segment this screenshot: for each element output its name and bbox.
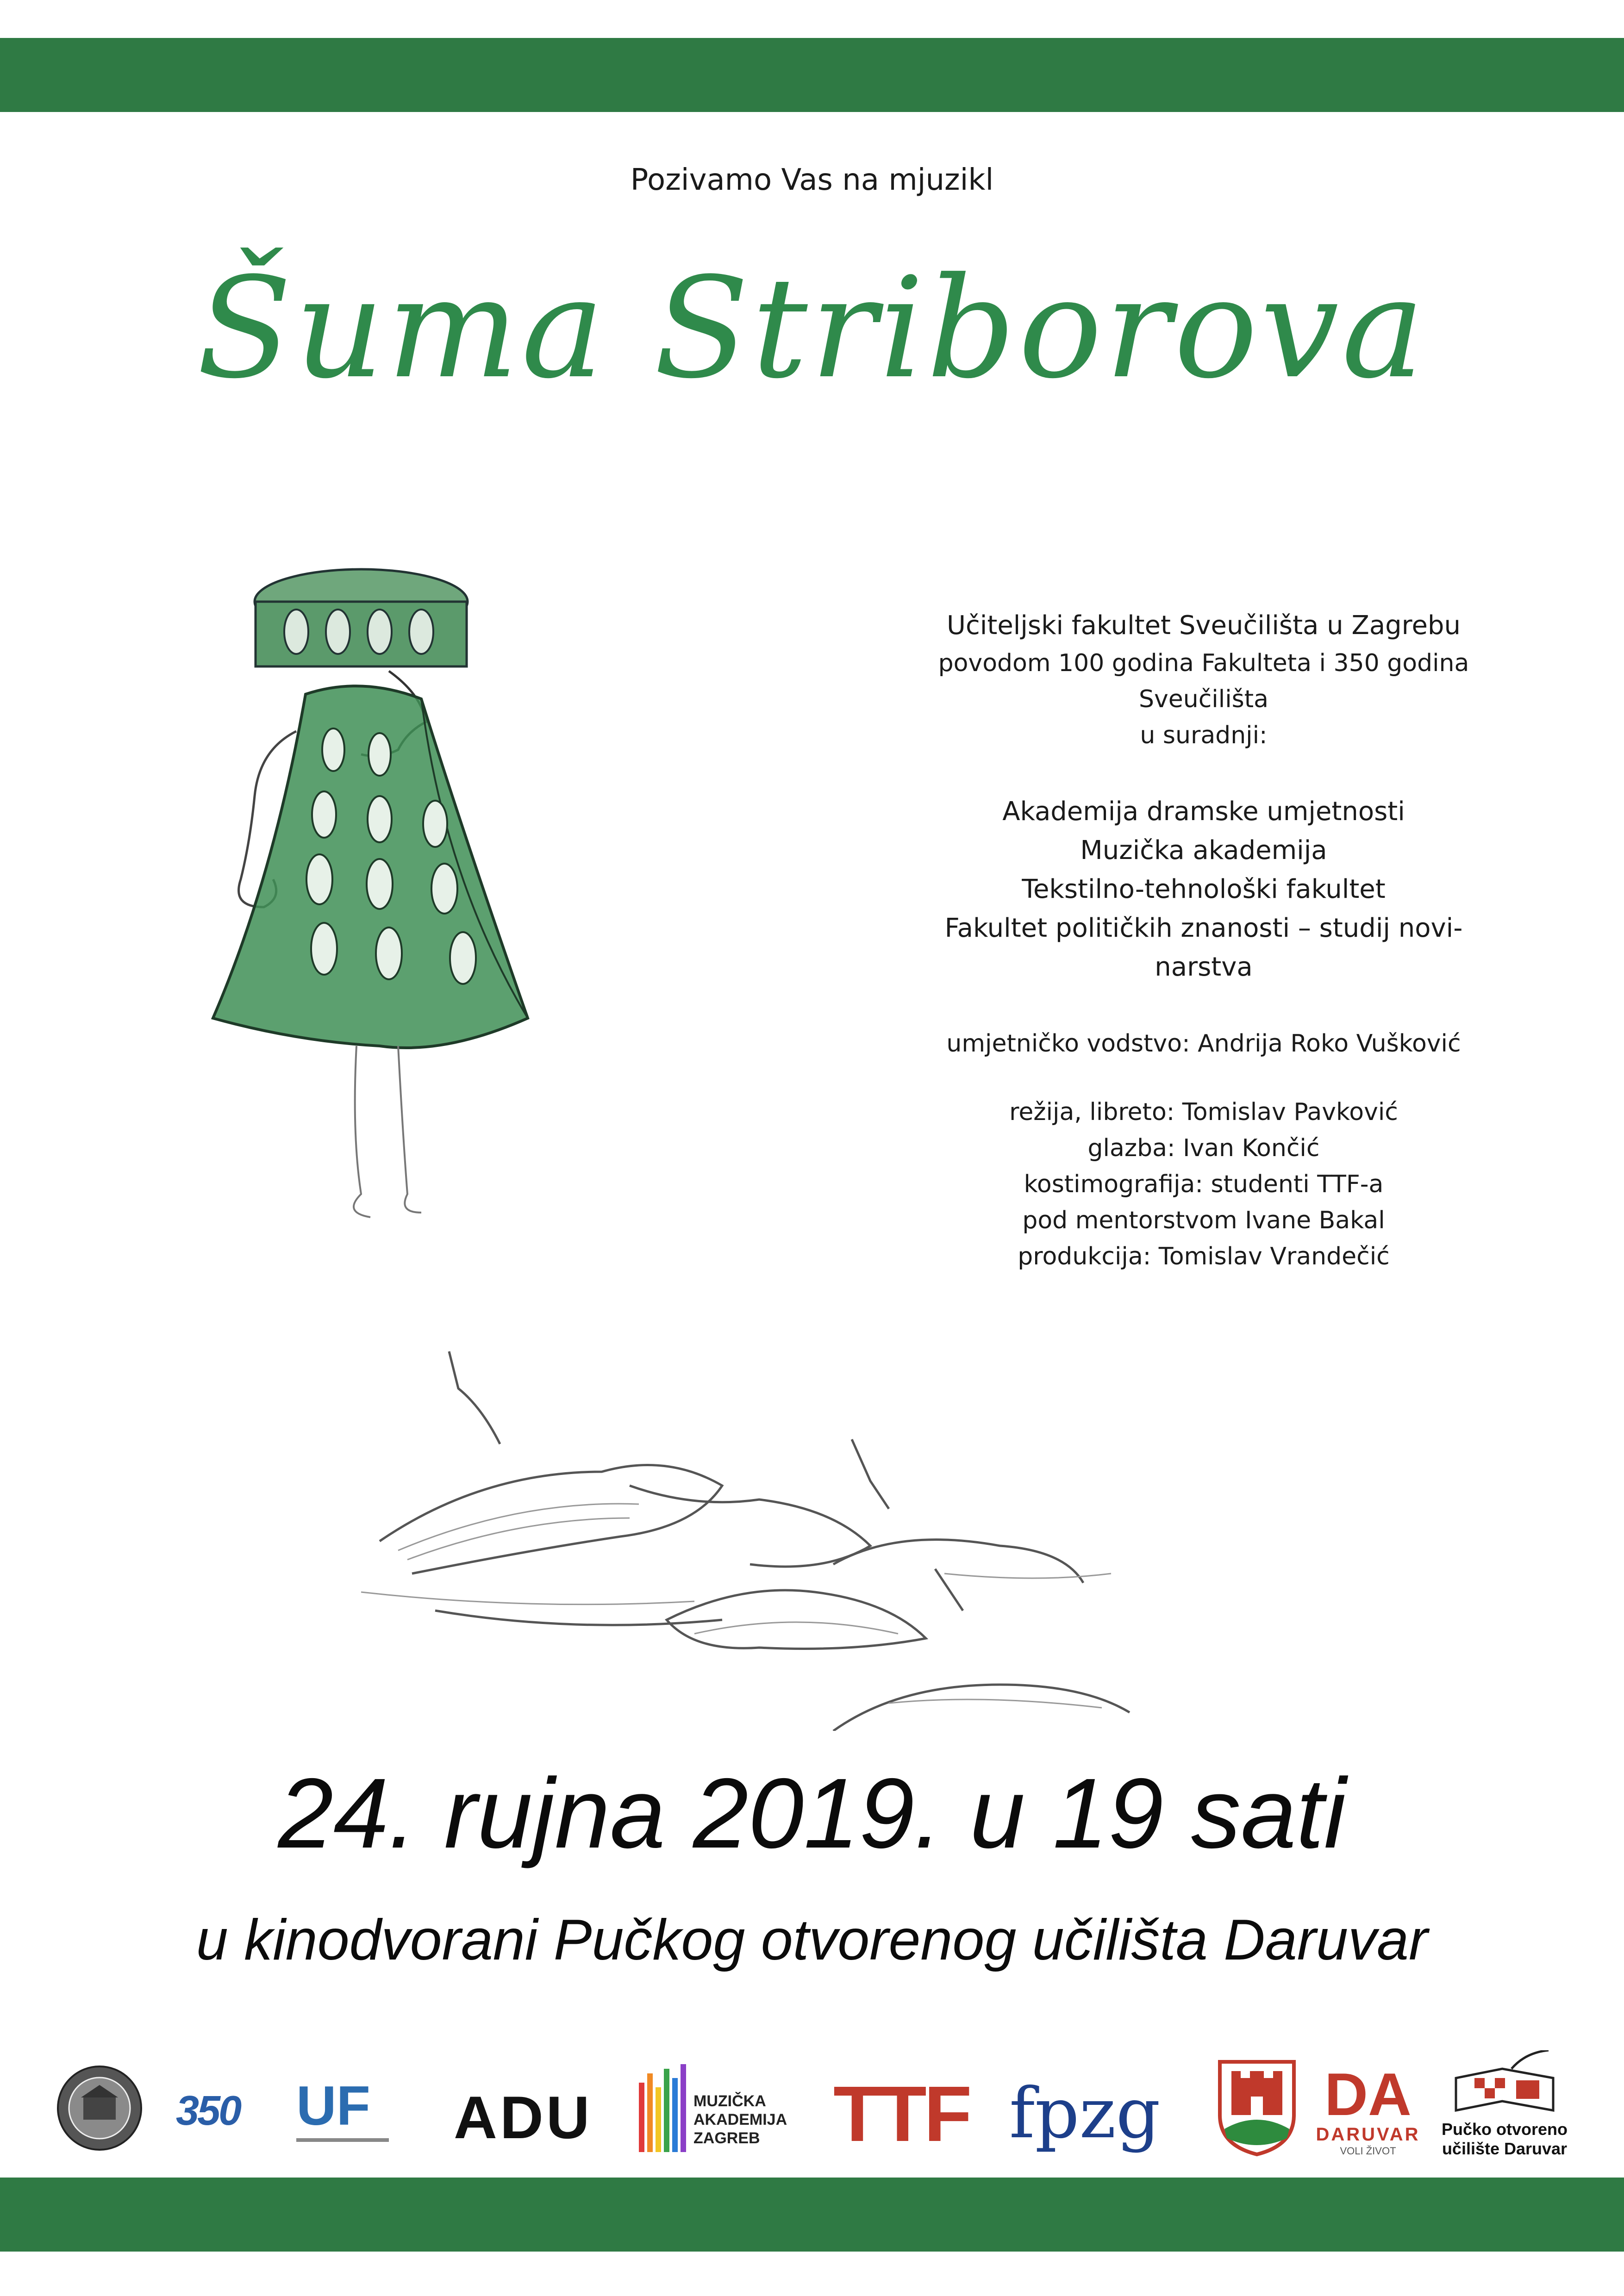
daruvar-coat-of-arms-logo <box>1218 2060 1296 2157</box>
credits-block <box>880 606 1528 1275</box>
ttf-logo: TTF <box>833 2070 969 2158</box>
invitation-line: Pozivamo Vas na mjuzikl <box>630 163 994 197</box>
team-item: produkcija: Tomislav Vrandečić <box>1018 1243 1390 1270</box>
fpzg-logo: fpzg <box>1009 2073 1161 2154</box>
ufzg-logo: UF <box>296 2078 398 2147</box>
credits-occasion-line: Sveučilišta <box>1138 685 1268 713</box>
top-green-band <box>0 38 1624 112</box>
team-item: pod mentorstvom Ivane Bakal <box>1022 1207 1385 1234</box>
credits-collaboration-label: u suradnji: <box>1140 722 1268 749</box>
anniversary-350-logo: 350 <box>176 2088 240 2134</box>
partner-item: Tekstilno-tehnološki fakultet <box>1022 874 1386 904</box>
credits-occasion-line: povodom 100 godina Fakulteta i 350 godina <box>938 649 1469 677</box>
stones-pencil-sketch <box>343 1333 1268 1731</box>
team-item: glazba: Ivan Končić <box>1087 1134 1320 1162</box>
team-item: režija, libreto: Tomislav Pavković <box>1009 1098 1398 1126</box>
partner-item: Fakultet političkih znanosti – studij novi- <box>944 913 1463 943</box>
muzicka-akademija-logo: MUZIČKA AKADEMIJA ZAGREB <box>639 2064 792 2157</box>
daruvar-town-logo: DA DARUVAR VOLI ŽIVOT <box>1316 2060 1420 2157</box>
event-date-time: 24. rujna 2019. u 19 sati <box>278 1757 1346 1869</box>
team-item: kostimografija: studenti TTF-a <box>1024 1170 1384 1198</box>
adu-logo: ADU <box>454 2084 593 2151</box>
bottom-green-band <box>0 2178 1624 2252</box>
partner-item: narstva <box>1155 952 1253 982</box>
costume-sketch-illustration <box>204 555 713 1296</box>
artistic-direction: umjetničko vodstvo: Andrija Roko Vušković <box>946 1030 1461 1058</box>
credits-faculty-line: Učiteljski fakultet Sveučilišta u Zagrebu <box>947 610 1461 641</box>
partner-item: Muzička akademija <box>1080 835 1327 865</box>
pucko-otvoreno-uciliste-logo: Pučko otvoreno učilište Daruvar <box>1435 2050 1574 2161</box>
logo-row <box>46 2050 1583 2161</box>
university-seal-logo <box>56 2064 144 2152</box>
partner-item: Akademija dramske umjetnosti <box>1002 796 1405 827</box>
musical-title: Šuma Striborova <box>197 248 1427 409</box>
event-venue: u kinodvorani Pučkog otvorenog učilišta Daruvar <box>196 1908 1428 1972</box>
